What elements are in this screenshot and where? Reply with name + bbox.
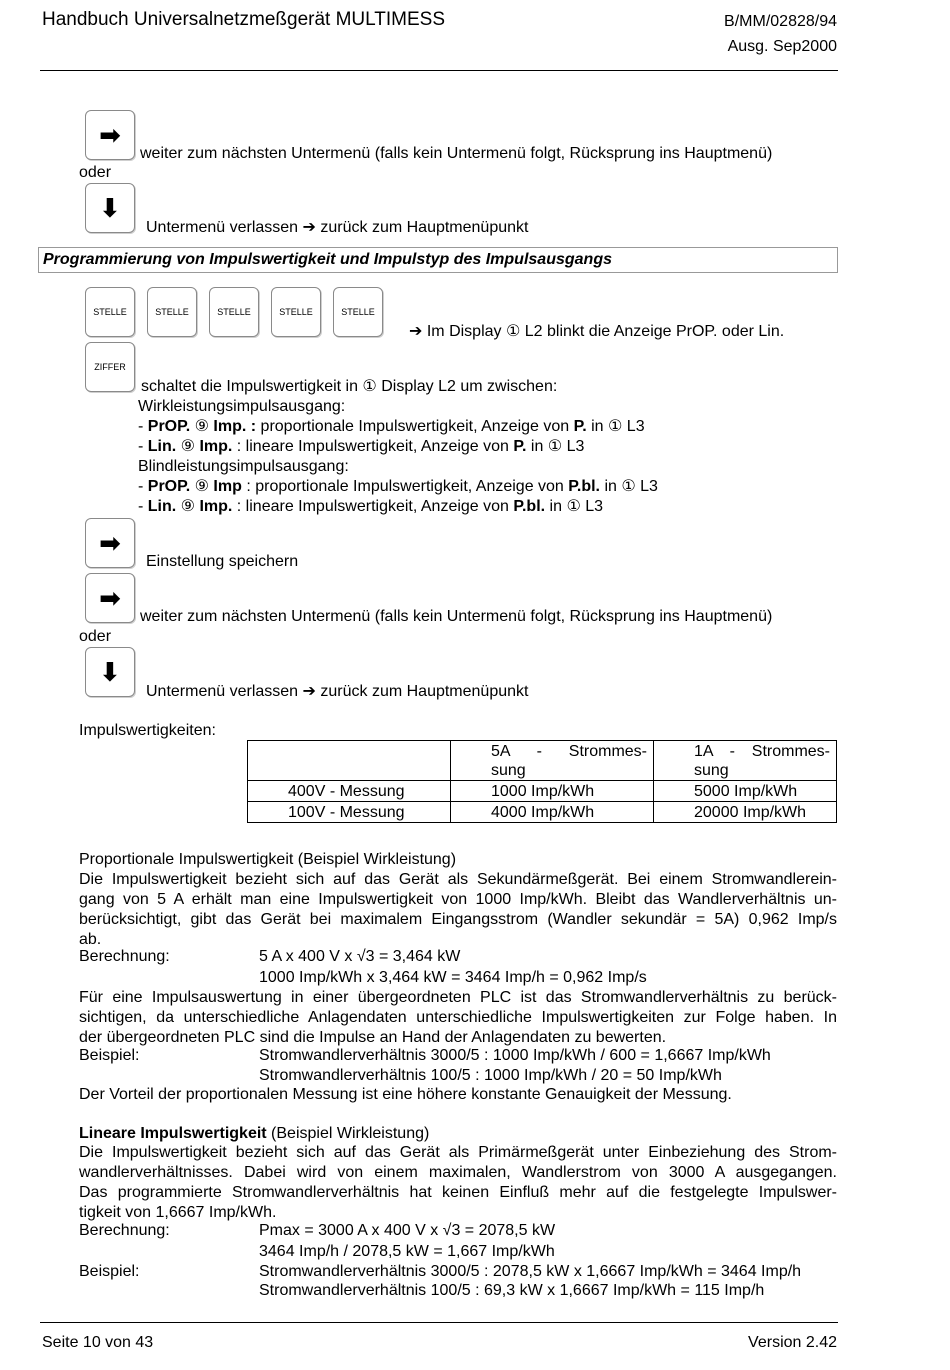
option-line: - PrOP. ⑨ Imp. : proportionale Impulswertigkeit, Anzeige von P. in ① L3 xyxy=(138,418,645,435)
calc-label: Berechnung: xyxy=(79,1222,170,1239)
lin-paragraph: Die Impulswertigkeit bezieht sich auf das Gerät als Primärmeßgerät unter Einbeziehung des Strom- wandlerverhältnisses. Dabei wird von einem maximalen, Wandlerstrom von 3000 A ausgegangen. Das programmierte Stromwandlerverhältnis hat keinen Einfluß mehr auf die festgelegte Impulswer- tigkeit von 1,6667 Imp/kWh. xyxy=(79,1144,837,1221)
right-arrow-key-icon[interactable]: ➡ xyxy=(85,573,135,623)
stelle-key[interactable]: STELLE xyxy=(271,287,321,337)
version-label: Version 2.42 xyxy=(748,1334,837,1351)
down-arrow-key-icon[interactable]: ⬇ xyxy=(85,647,135,697)
table-cell: 100V - Messung xyxy=(248,802,451,823)
example-line: Stromwandlerverhältnis 3000/5 : 2078,5 kW x 1,6667 Imp/kWh = 3464 Imp/h xyxy=(259,1263,802,1280)
table-cell xyxy=(248,741,451,781)
prop-heading: Proportionale Impulswertigkeit (Beispiel Wirkleistung) xyxy=(79,851,457,868)
oder-text: oder xyxy=(79,628,112,645)
blind-heading: Blindleistungsimpulsausgang: xyxy=(138,458,349,475)
example-label: Beispiel: xyxy=(79,1047,140,1064)
table-cell: 20000 Imp/kWh xyxy=(654,802,837,823)
example-line: Stromwandlerverhältnis 3000/5 : 1000 Imp/kWh / 600 = 1,6667 Imp/kWh xyxy=(259,1047,771,1064)
ziffer-desc-line: schaltet die Impulswertigkeit in ① Display L2 um zwischen: xyxy=(141,378,558,395)
calc-line: Pmax = 3000 A x 400 V x √3 = 2078,5 kW xyxy=(259,1222,556,1239)
wirk-heading: Wirkleistungsimpulsausgang: xyxy=(138,398,346,415)
table-header-cell: 5A - Strommes- sung xyxy=(451,741,654,781)
table-cell: 400V - Messung xyxy=(248,781,451,802)
section-title: Programmierung von Impulswertigkeit und Impulstyp des Impulsausgangs xyxy=(38,247,838,273)
calc-label: Berechnung: xyxy=(79,948,170,965)
right-arrow-key-icon[interactable]: ➡ xyxy=(85,110,135,160)
stelle-key[interactable]: STELLE xyxy=(333,287,383,337)
oder-text: oder xyxy=(79,164,112,181)
option-line: - Lin. ⑨ Imp. : lineare Impulswertigkeit, Anzeige von P. in ① L3 xyxy=(138,438,585,455)
impuls-table xyxy=(247,740,837,823)
table-header-row xyxy=(248,741,837,781)
calc-line: 5 A x 400 V x √3 = 3,464 kW xyxy=(259,948,461,965)
example-line: Stromwandlerverhältnis 100/5 : 69,3 kW x 1,6667 Imp/kWh = 115 Imp/h xyxy=(259,1282,765,1299)
stelle-key[interactable]: STELLE xyxy=(85,287,135,337)
example-line: Stromwandlerverhältnis 100/5 : 1000 Imp/kWh / 20 = 50 Imp/kWh xyxy=(259,1067,722,1084)
calc-line: 1000 Imp/kWh x 3,464 kW = 3464 Imp/h = 0,962 Imp/s xyxy=(259,969,647,986)
save-setting-text: Einstellung speichern xyxy=(146,553,299,570)
table-row xyxy=(248,781,837,802)
prop-conclusion: Der Vorteil der proportionalen Messung ist eine höhere konstante Genauigkeit der Messung. xyxy=(79,1086,732,1103)
ziffer-key[interactable]: ZIFFER xyxy=(85,342,135,392)
next-submenu-text: weiter zum nächsten Untermenü (falls kein Untermenü folgt, Rücksprung ins Hauptmenü) xyxy=(140,608,773,625)
edition-label: Ausg. Sep2000 xyxy=(727,38,837,55)
table-cell: 4000 Imp/kWh xyxy=(451,802,654,823)
table-header-cell: 1A - Strommes- sung xyxy=(654,741,837,781)
prop-paragraph: Für eine Impulsauswertung in einer übergeordneten PLC ist das Stromwandlerverhältnis zu berück- sichtigen, da unterschiedliche Anlagendaten unterschiedliche Impulswertigkeiten zur Folge haben. In der übergeordneten PLC sind die Impulse an Hand der Anlagendaten zu bewerten. xyxy=(79,989,837,1046)
leave-submenu-text: Untermenü verlassen ➔ zurück zum Hauptmenüpunkt xyxy=(146,219,529,236)
table-cell: 1000 Imp/kWh xyxy=(451,781,654,802)
example-label: Beispiel: xyxy=(79,1263,140,1280)
document-title: Handbuch Universalnetzmeßgerät MULTIMESS xyxy=(42,9,446,30)
lin-heading: Lineare Impulswertigkeit (Beispiel Wirkleistung) xyxy=(79,1125,430,1142)
calc-line: 3464 Imp/h / 2078,5 kW = 1,667 Imp/kWh xyxy=(259,1243,555,1260)
footer-rule xyxy=(40,1322,838,1323)
table-row xyxy=(248,802,837,823)
prop-paragraph: Die Impulswertigkeit bezieht sich auf das Gerät als Sekundärmeßgerät. Bei einem Stromwandlerein- gang von 5 A erhält man eine Impulswertigkeit von 1000 Imp/kWh. Bleibt das Wandlerverhältnis un- berücksichtigt, gibt das Gerät bei maximalem Eingangsstrom (Wandler sekundär = 5A) 0,962 Imp/s ab. xyxy=(79,871,837,948)
table-cell: 5000 Imp/kWh xyxy=(654,781,837,802)
down-arrow-key-icon[interactable]: ⬇ xyxy=(85,183,135,233)
next-submenu-text: weiter zum nächsten Untermenü (falls kein Untermenü folgt, Rücksprung ins Hauptmenü) xyxy=(140,145,773,162)
right-arrow-key-icon[interactable]: ➡ xyxy=(85,518,135,568)
stelle-key[interactable]: STELLE xyxy=(209,287,259,337)
impuls-label: Impulswertigkeiten: xyxy=(79,722,216,739)
stelle-key[interactable]: STELLE xyxy=(147,287,197,337)
option-line: - Lin. ⑨ Imp. : lineare Impulswertigkeit, Anzeige von P.bl. in ① L3 xyxy=(138,498,604,515)
document-id: B/MM/02828/94 xyxy=(724,13,837,30)
display-blink-text: ➔ Im Display ① L2 blinkt die Anzeige PrOP. oder Lin. xyxy=(409,323,785,340)
leave-submenu-text: Untermenü verlassen ➔ zurück zum Hauptmenüpunkt xyxy=(146,683,529,700)
page-number: Seite 10 von 43 xyxy=(42,1334,154,1351)
header-rule xyxy=(40,70,838,71)
option-line: - PrOP. ⑨ Imp : proportionale Impulswertigkeit, Anzeige von P.bl. in ① L3 xyxy=(138,478,658,495)
